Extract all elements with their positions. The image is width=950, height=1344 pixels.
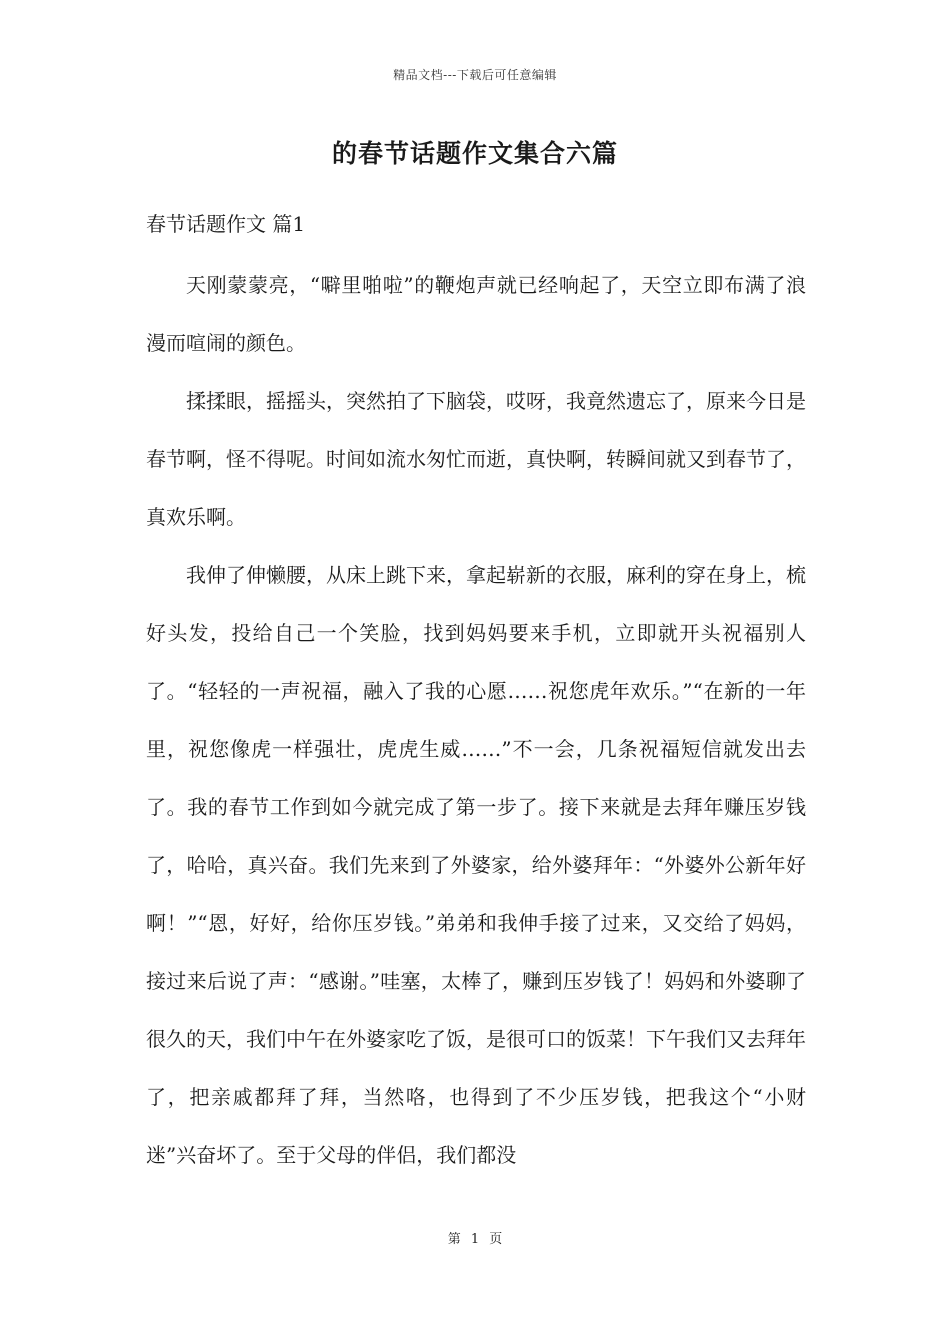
section-heading: 春节话题作文 篇1 bbox=[146, 212, 306, 236]
page-number: 1 bbox=[470, 1232, 480, 1247]
page-number-prefix: 第 bbox=[447, 1232, 461, 1247]
page-footer bbox=[0, 1228, 950, 1247]
paragraph: 天刚蒙蒙亮，“噼里啪啦”的鞭炮声就已经响起了，天空立即布满了浪漫而喧闹的颜色。 bbox=[146, 273, 806, 355]
header-note: 精品文档---下载后可任意编辑 bbox=[393, 68, 557, 82]
page-number-suffix: 页 bbox=[489, 1232, 503, 1247]
document-body bbox=[146, 256, 806, 1184]
document-title: 的春节话题作文集合六篇 bbox=[331, 139, 618, 168]
paragraph: 揉揉眼，摇摇头，突然拍了下脑袋，哎呀，我竟然遗忘了，原来今日是春节啊，怪不得呢。时间如流水匆忙而逝，真快啊，转瞬间就又到春节了，真欢乐啊。 bbox=[146, 389, 806, 529]
paragraph: 我伸了伸懒腰，从床上跳下来，拿起崭新的衣服，麻利的穿在身上，梳好头发，投给自己一个笑脸，找到妈妈要来手机，立即就开头祝福别人了。“轻轻的一声祝福，融入了我的心愿……祝您虎年欢乐。”“在新的一年里，祝您像虎一样强壮，虎虎生威……”不一会，几条祝福短信就发出去了。我的春节工作到如今就完成了第一步了。接下来就是去拜年赚压岁钱了，哈哈，真兴奋。我们先来到了外婆家，给外婆拜年：“外婆外公新年好啊！”“恩，好好，给你压岁钱。”弟弟和我伸手接了过来，又交给了妈妈，接过来后说了声：“感谢。”哇塞，太棒了，赚到压岁钱了！妈妈和外婆聊了很久的天，我们中午在外婆家吃了饭，是很可口的饭菜！下午我们又去拜年了，把亲戚都拜了拜，当然咯，也得到了不少压岁钱，把我这个“小财迷”兴奋坏了。至于父母的伴侣，我们都没 bbox=[146, 563, 806, 1167]
